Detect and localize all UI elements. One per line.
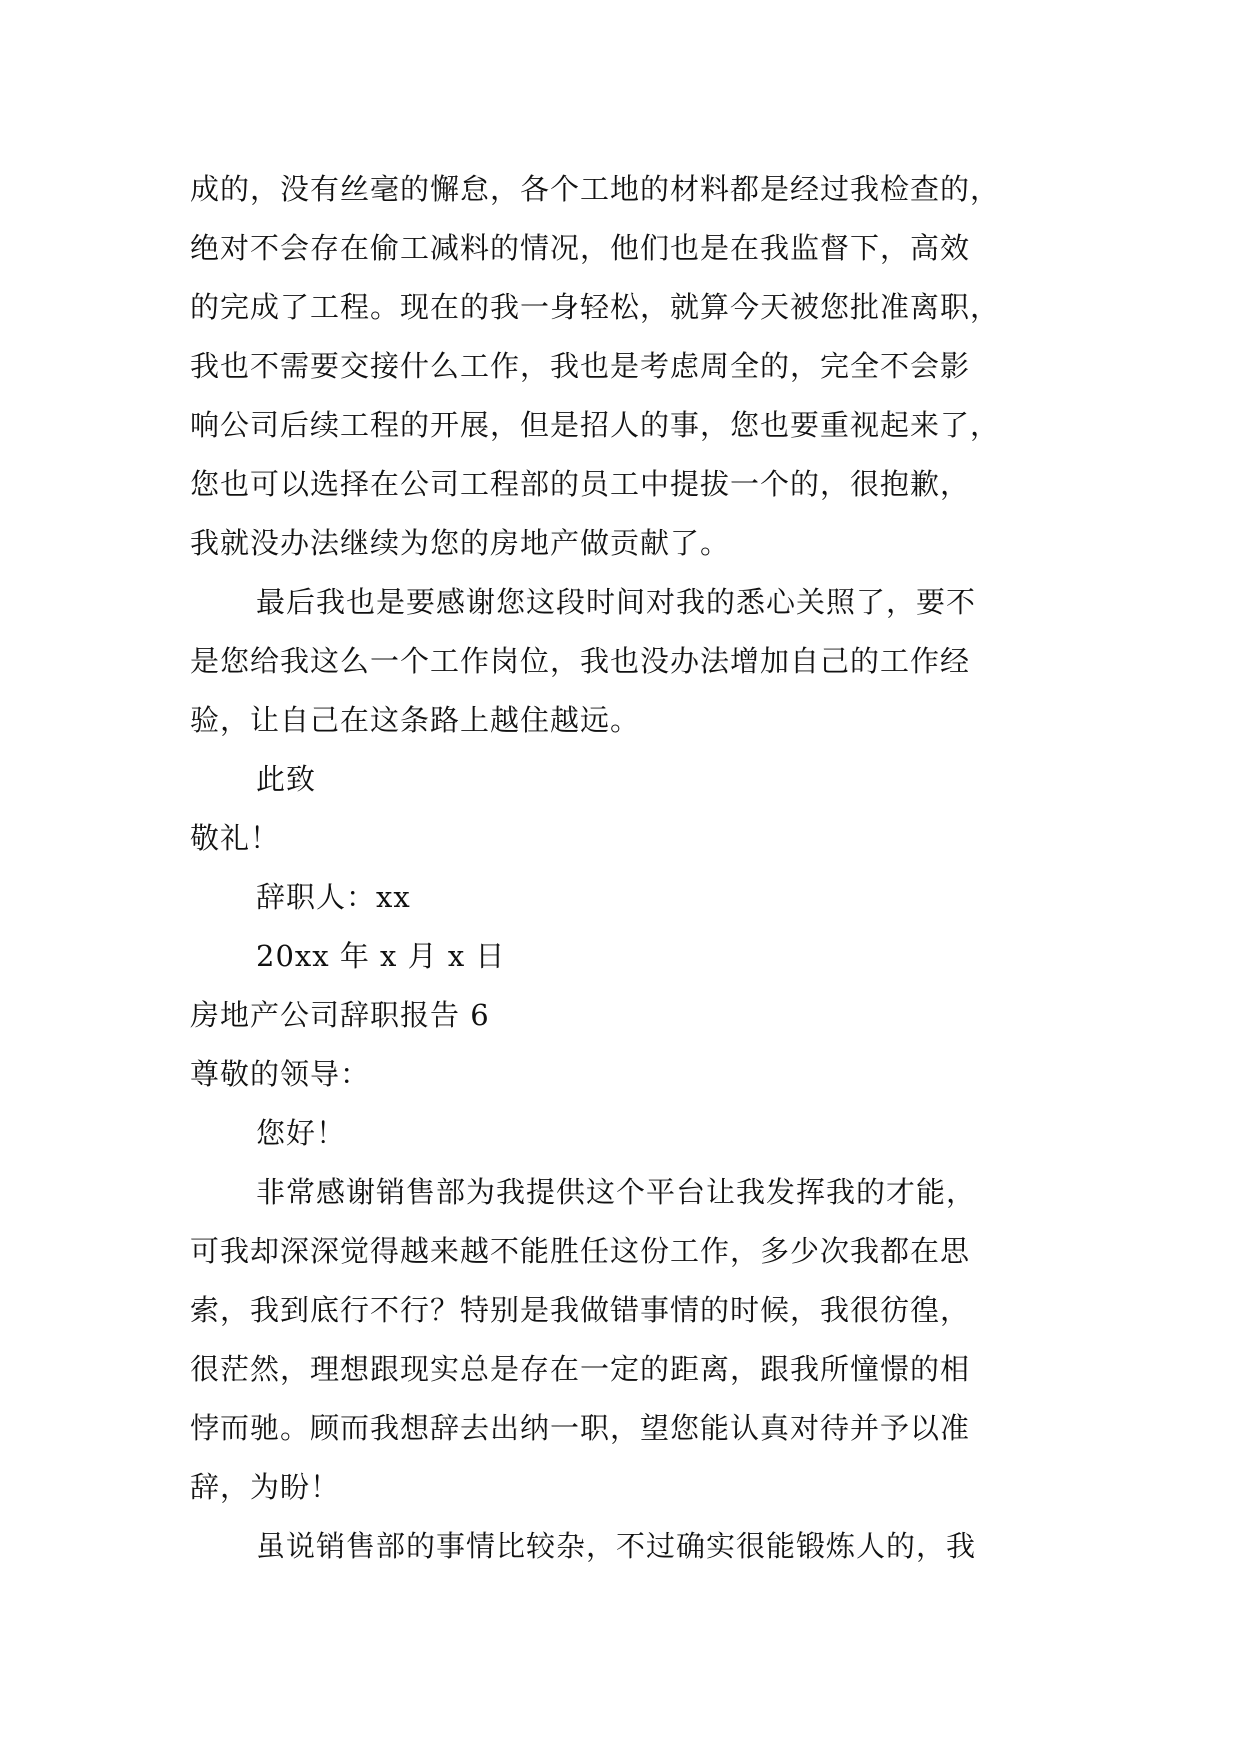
closing-salutation: 此致 [256,762,317,796]
signature-line: 辞职人：xx [256,880,411,914]
text-line: 是您给我这么一个工作岗位，我也没办法增加自己的工作经 [190,644,971,678]
text-line: 成的，没有丝毫的懈怠，各个工地的材料都是经过我检查的， [190,172,1001,206]
text-line: 您也可以选择在公司工程部的员工中提拔一个的，很抱歉， [190,467,971,501]
text-line: 绝对不会存在偷工减料的情况，他们也是在我监督下，高效 [190,231,971,265]
section-title: 房地产公司辞职报告 6 [190,998,490,1032]
text-line: 可我却深深觉得越来越不能胜任这份工作，多少次我都在思 [190,1234,971,1268]
text-line: 我就没办法继续为您的房地产做贡献了。 [190,526,731,560]
date-line: 20xx 年 x 月 x 日 [256,939,506,973]
closing-regards: 敬礼！ [190,821,281,855]
text-line: 悖而驰。顾而我想辞去出纳一职，望您能认真对待并予以准 [190,1411,971,1445]
text-line: 辞，为盼！ [190,1470,341,1504]
greeting: 您好！ [256,1116,347,1150]
text-line: 最后我也是要感谢您这段时间对我的悉心关照了，要不 [256,585,977,619]
text-line: 非常感谢销售部为我提供这个平台让我发挥我的才能， [256,1175,977,1209]
document-body [190,160,1050,1576]
text-line: 我也不需要交接什么工作，我也是考虑周全的，完全不会影 [190,349,971,383]
text-line: 索，我到底行不行？特别是我做错事情的时候，我很彷徨， [190,1293,971,1327]
text-line: 的完成了工程。现在的我一身轻松，就算今天被您批准离职， [190,290,1001,324]
greeting-recipient: 尊敬的领导： [190,1057,371,1091]
text-line: 验，让自己在这条路上越住越远。 [190,703,641,737]
text-line: 虽说销售部的事情比较杂，不过确实很能锻炼人的，我 [256,1529,977,1563]
text-line: 很茫然，理想跟现实总是存在一定的距离，跟我所憧憬的相 [190,1352,971,1386]
text-line: 响公司后续工程的开展，但是招人的事，您也要重视起来了， [190,408,1001,442]
